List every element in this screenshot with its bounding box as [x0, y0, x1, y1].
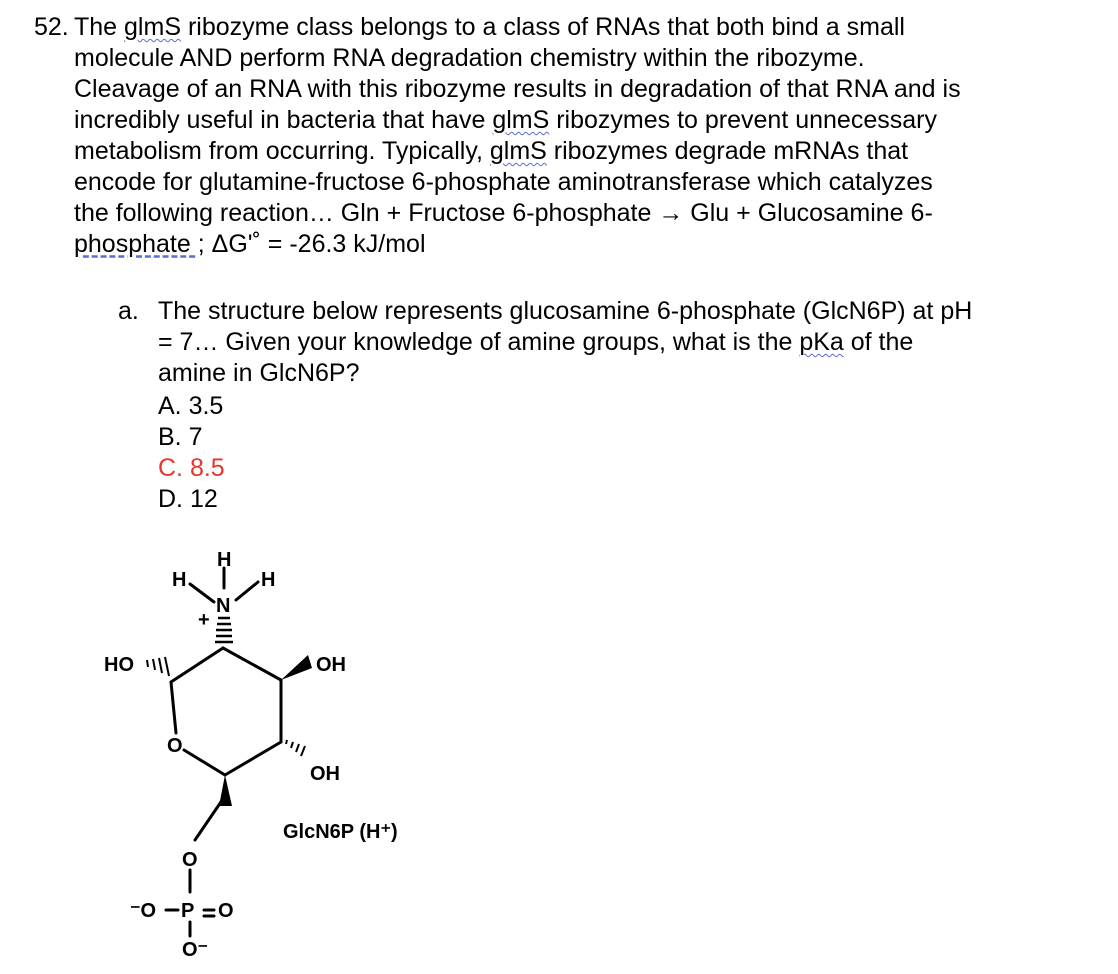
- atom-p: P: [181, 900, 195, 922]
- answer-choices: [158, 391, 225, 515]
- spellcheck-term: glmS: [492, 106, 550, 134]
- choice-d: D. 12: [158, 485, 218, 513]
- question-line-4: incredibly useful in bacteria that have glmS ribozymes to prevent unnecessary: [74, 106, 937, 134]
- question-line-6: encode for glutamine-fructose 6-phosphate aminotransferase which catalyzes: [74, 168, 933, 196]
- hashed-bond-oh-lower: [286, 740, 305, 756]
- wedge-bond-ch2: [219, 775, 232, 806]
- question-line-2: molecule AND perform RNA degradation chemistry within the ribozyme.: [74, 44, 865, 72]
- atom-h-top: H: [217, 549, 232, 571]
- part-a-letter: a.: [118, 297, 139, 325]
- atom-ho-left: HO: [104, 654, 134, 676]
- atom-h-left: H: [172, 569, 187, 591]
- hashed-bond-amine: [215, 618, 233, 642]
- atom-h-right: H: [261, 569, 276, 591]
- choice-b: B. 7: [158, 423, 203, 451]
- question-line-1: 52. The glmS ribozyme class belongs to a class of RNAs that both bind a small: [34, 13, 905, 41]
- atom-ring-o: O: [167, 735, 183, 757]
- spellcheck-term: pKa: [799, 328, 844, 356]
- part-a-line-2: = 7… Given your knowledge of amine groups, what is the pKa of the: [158, 328, 914, 356]
- wedge-bond-oh-upper: [281, 655, 312, 680]
- part-a-line-3: amine in GlcN6P?: [158, 359, 360, 387]
- structure-caption: GlcN6P (H⁺): [283, 821, 398, 843]
- question-line-3: Cleavage of an RNA with this ribozyme results in degradation of that RNA and is: [74, 75, 961, 103]
- charge-plus: +: [198, 609, 210, 631]
- atom-o-minus-bottom: O⁻: [182, 939, 209, 961]
- atom-o-minus-left: ⁻O: [130, 900, 157, 922]
- question-number: 52.: [34, 13, 69, 41]
- question-52: [34, 12, 1094, 260]
- question-line-8: phosphate ; ΔG'˚ = -26.3 kJ/mol: [74, 230, 426, 258]
- glcn6p-structure: [0, 540, 1118, 974]
- spellcheck-term: glmS: [124, 13, 181, 41]
- question-line-7: the following reaction… Gln + Fructose 6-phosphate → Glu + Glucosamine 6-: [74, 199, 933, 227]
- atom-n: N: [216, 595, 231, 617]
- atom-oh-upper: OH: [316, 654, 346, 676]
- atom-oh-lower: OH: [310, 763, 340, 785]
- atom-ester-o: O: [182, 849, 198, 871]
- atom-o-double: O: [218, 900, 234, 922]
- choice-a: A. 3.5: [158, 392, 224, 420]
- spellcheck-term: glmS: [489, 137, 547, 165]
- part-a: [118, 296, 1078, 389]
- hashed-bond-ho-left: [147, 657, 169, 676]
- choice-c-correct: C. 8.5: [158, 454, 225, 482]
- underlined-term: phosphate ;: [74, 230, 205, 258]
- part-a-line-1: a. The structure below represents glucosamine 6-phosphate (GlcN6P) at pH: [118, 297, 973, 325]
- question-line-5: metabolism from occurring. Typically, glmS ribozymes degrade mRNAs that: [74, 137, 909, 165]
